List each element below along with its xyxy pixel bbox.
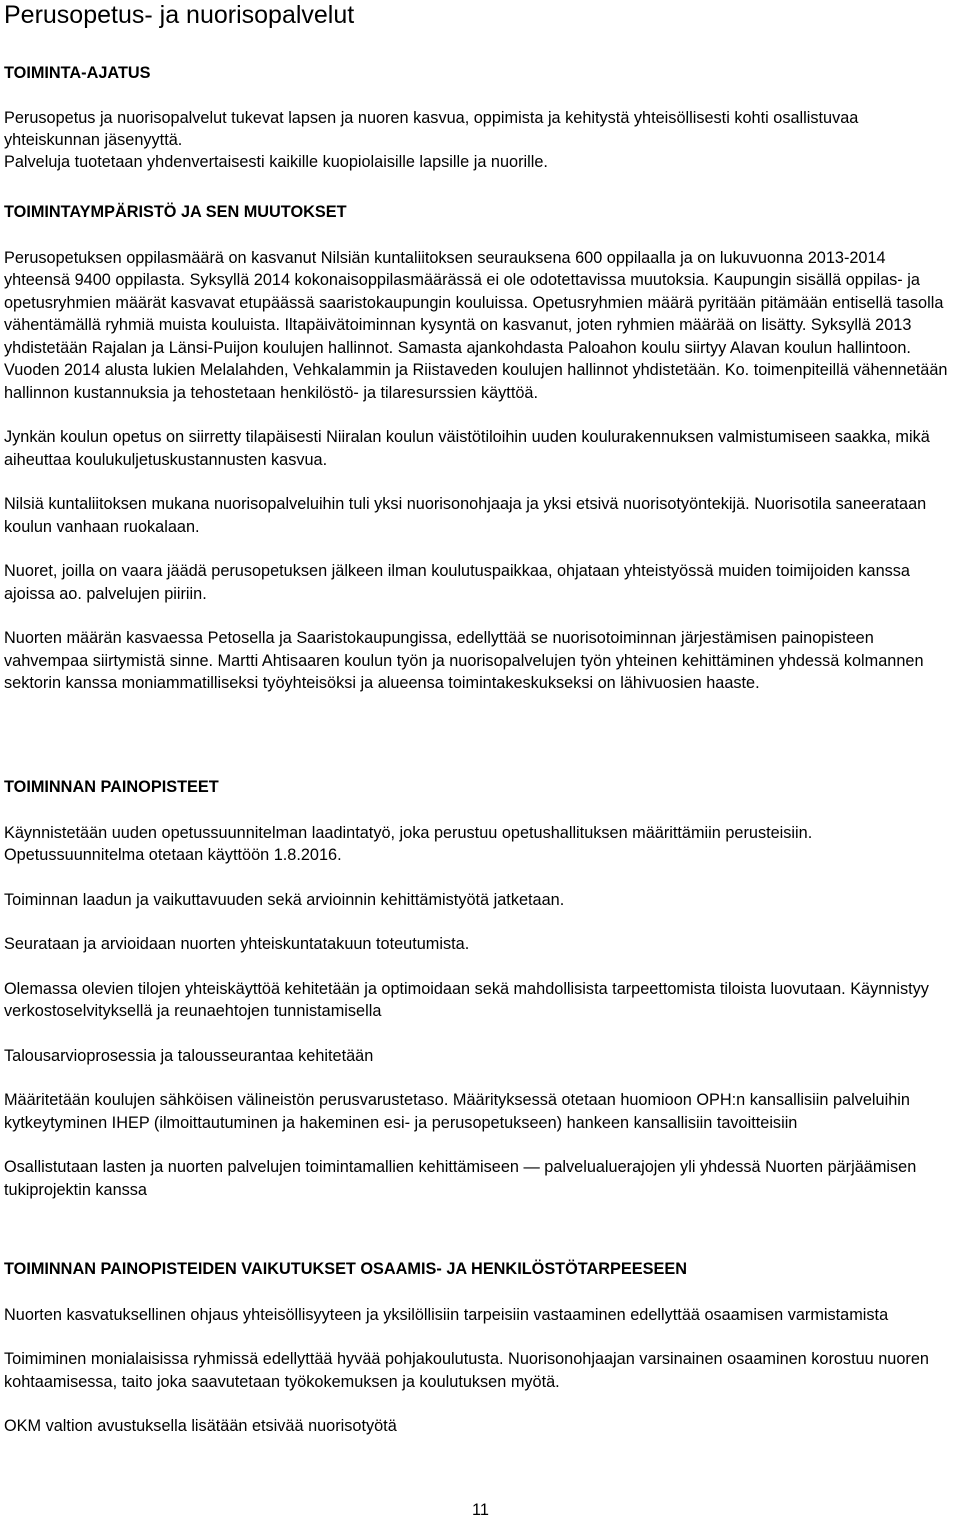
page-number: 11 xyxy=(472,1501,489,1519)
section-toiminta-ajatus xyxy=(4,62,952,86)
paragraph: Osallistutaan lasten ja nuorten palvelujen toimintamallien kehittämiseen — palvelualuerajojen yli yhdessä Nuorten pärjäämisen tukiprojektin kanssa xyxy=(4,1158,917,1199)
section-painopisteet xyxy=(4,776,952,1201)
paragraph: Olemassa olevien tilojen yhteiskäyttöä kehitetään ja optimoidaan sekä mahdollisista tarpeettomista tiloista luovutaan. Käynnistyy verkostoselvityksellä ja reunaehtojen tunnistamisella xyxy=(4,979,929,1020)
paragraph: Nuorten määrän kasvaessa Petosella ja Saaristokaupungissa, edellyttää se nuorisotoiminnan järjestämisen painopisteen vahvempaa siirtymistä sinne. Martti Ahtisaaren koulun työn ja nuorisopalvelujen työn yhteinen kehittäminen yhdessä kolmannen sektorin kanssa moniammatilliseksi työyhteisöksi ja alueensa toimintakeskukseksi on lähivuosien haaste. xyxy=(4,629,924,692)
section-toiminta-ajatus-body xyxy=(4,107,952,173)
paragraph: Jynkän koulun opetus on siirretty tilapäisesti Niiralan koulun väistötiloihin uuden koulurakennuksen valmistumiseen saakka, mikä aiheuttaa koulukuljetuskustannusten kasvua. xyxy=(4,428,930,469)
section-heading: TOIMINTAYMPÄRISTÖ JA SEN MUUTOKSET xyxy=(4,203,347,221)
paragraph: Nuoret, joilla on vaara jäädä perusopetuksen jälkeen ilman koulutuspaikkaa, ohjataan yhteistyössä muiden toimijoiden kanssa ajoissa ao. palvelujen piiriin. xyxy=(4,562,910,603)
paragraph: Perusopetus ja nuorisopalvelut tukevat lapsen ja nuoren kasvua, oppimista ja kehitystä yhteisöllisesti kohti osallistuvaa yhteiskunnan jäsenyyttä. xyxy=(4,109,859,149)
paragraph: Talousarvioprosessia ja talousseurantaa kehitetään xyxy=(4,1046,374,1065)
section-heading: TOIMINNAN PAINOPISTEET xyxy=(4,778,219,796)
page-title: Perusopetus- ja nuorisopalvelut xyxy=(4,1,355,29)
paragraph: Nuorten kasvatuksellinen ohjaus yhteisöllisyyteen ja yksilöllisiin tarpeisiin vastaaminen edellyttää osaamisen varmistamista xyxy=(4,1305,889,1324)
section-heading: TOIMINNAN PAINOPISTEIDEN VAIKUTUKSET OSAAMIS- JA HENKILÖSTÖTARPEESEEN xyxy=(4,1260,687,1278)
paragraph: Toimiminen monialaisissa ryhmissä edellyttää hyvää pohjakoulutusta. Nuorisonohjaajan varsinainen osaaminen korostuu nuoren kohtaamisessa, taito joka saavutetaan työkokemuksen ja koulutuksen myötä. xyxy=(4,1350,929,1391)
paragraph: Nilsiä kuntaliitoksen mukana nuorisopalveluihin tuli yksi nuorisonohjaaja ja yksi etsivä nuorisotyöntekijä. Nuorisotila saneerataan koulun vanhaan ruokalaan. xyxy=(4,495,927,536)
paragraph: Käynnistetään uuden opetussuunnitelman laadintatyö, joka perustuu opetushallituksen määrittämiin perusteisiin. Opetussuunnitelma otetaan käyttöön 1.8.2016. xyxy=(4,823,813,864)
paragraph: Seurataan ja arvioidaan nuorten yhteiskuntatakuun toteutumista. xyxy=(4,935,470,953)
paragraph: Perusopetuksen oppilasmäärä on kasvanut Nilsiän kuntaliitoksen seurauksena 600 oppilaalla ja on lukuvuonna 2013-2014 yhteensä 9400 oppilasta. Syksyllä 2014 kokonaisoppilasmäärässä ei ole odotettavissa muutoksia. Kaupungin sisällä oppilas- ja opetusryhmien määrät kasvavat etupäässä saaristokaupungin kouluissa. Opetusryhmien määrä pyritään pitämään entisellä tasolla vähentämällä ryhmiä muista kouluista. Iltapäivätoiminnan kysyntä on kasvanut, joten ryhmien määrää on lisätty. Syksyllä 2013 yhdistetään Rajalan ja Länsi-Puijon koulujen hallinnot. Samasta ajankohdasta Paloahon koulu siirtyy Alavan koulun hallintoon. Vuoden 2014 alusta lukien Melalahden, Vehkalammin ja Riistaveden koulujen hallinnot yhdistetään. Ko. toimenpiteillä vähennetään hallinnon kustannuksia ja tehostetaan henkilöstö- ja tilaresurssien käyttöä. xyxy=(4,248,948,402)
paragraph: Palveluja tuotetaan yhdenvertaisesti kaikille kuopiolaisille lapsille ja nuorille. xyxy=(4,153,548,171)
section-heading: TOIMINTA-AJATUS xyxy=(4,64,151,82)
paragraph: OKM valtion avustuksella lisätään etsivää nuorisotyötä xyxy=(4,1417,397,1435)
section-vaikutukset xyxy=(4,1258,952,1438)
section-toimintaymparisto xyxy=(4,201,952,695)
paragraph: Määritetään koulujen sähköisen välineistön perusvarustetaso. Määrityksessä otetaan huomioon OPH:n kansallisiin palveluihin kytkeytyminen IHEP (ilmoittautuminen ja hakeminen esi- ja perusopetukseen) hankeen kansallisiin tavoitteisiin xyxy=(4,1091,910,1132)
paragraph: Toiminnan laadun ja vaikuttavuuden sekä arvioinnin kehittämistyötä jatketaan. xyxy=(4,890,565,909)
